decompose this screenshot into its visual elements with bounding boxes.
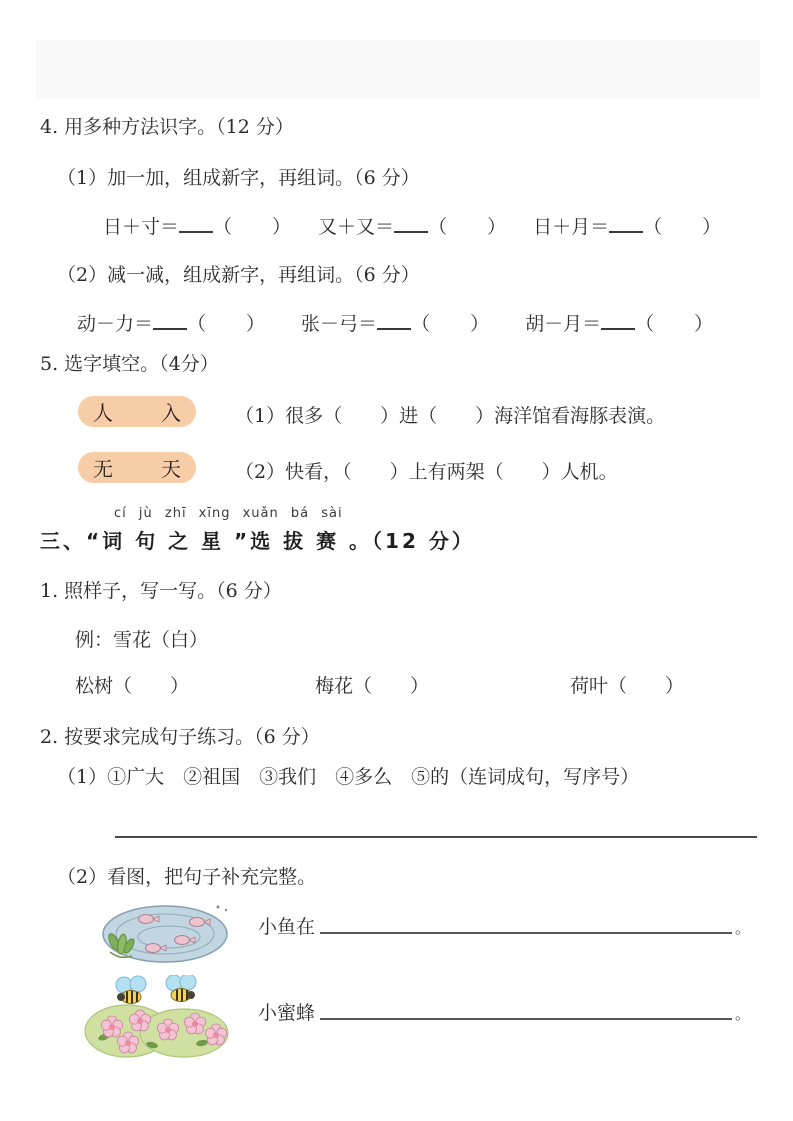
paren-open: （ (411, 312, 431, 335)
q4-part1-label: （1）加一加，组成新字，再组词。（6 分） (57, 167, 420, 189)
q2-part2-label: （2）看图，把句子补充完整。 (57, 866, 317, 888)
equation-expression: 张－弓＝ (301, 312, 378, 335)
fill-line (320, 1018, 732, 1020)
paren-open: （ (428, 215, 448, 238)
q4-part2-equation-row (77, 307, 713, 336)
equation-item (103, 210, 291, 239)
paren-open: （ (635, 312, 655, 335)
pond-fish-illustration (98, 900, 233, 966)
option-char: 天 (161, 457, 181, 481)
paren-close: ） (487, 215, 507, 238)
scan-artifact-band (36, 40, 760, 98)
question-1-title: 1. 照样子，写一写。（6 分） (40, 580, 282, 602)
equation-expression: 胡－月＝ (525, 312, 602, 335)
example-text: 例：雪花（白） (75, 629, 209, 651)
bees-flowers-illustration (82, 975, 232, 1060)
bee-icon (116, 976, 146, 1004)
question-4-title: 4. 用多种方法识字。（12 分） (40, 116, 294, 138)
paren-close: ） (694, 312, 714, 335)
fill-period: 。 (734, 919, 750, 937)
answer-blank (377, 307, 411, 330)
section-3-title: 三、“词 句 之 星 ”选 拔 赛 。（12 分） (40, 529, 475, 553)
fill-line (320, 932, 732, 934)
option-pill (78, 396, 196, 427)
fill-sentence-row (258, 998, 750, 1025)
equation-item (77, 307, 265, 336)
paren-open: （ (213, 215, 233, 238)
answer-blank (601, 307, 635, 330)
sentence-text: （2）快看，（ ）上有两架（ ）人机。 (235, 461, 618, 483)
equation-item (318, 210, 506, 239)
equation-item (525, 307, 713, 336)
q4-part2-label: （2）减一减，组成新字，再组词。（6 分） (57, 264, 420, 286)
q4-part1-equation-row (103, 210, 721, 239)
paren-open: （ (187, 312, 207, 335)
q2-part1-text: （1）①广大 ②祖国 ③我们 ④多么 ⑤的（连词成句，写序号） (57, 766, 640, 788)
equation-item (533, 210, 721, 239)
fill-period: 。 (734, 1005, 750, 1023)
sentence-text: （1）很多（ ）进（ ）海洋馆看海豚表演。 (235, 405, 666, 427)
equation-expression: 动－力＝ (77, 312, 154, 335)
option-char: 人 (93, 401, 113, 425)
answer-line (115, 836, 757, 838)
answer-blank (394, 210, 428, 233)
word-item: 松树（ ） (75, 675, 190, 697)
equation-expression: 又＋又＝ (318, 215, 395, 238)
fill-prefix: 小鱼在 (258, 916, 316, 938)
pinyin-text: cí jù zhī xīng xuǎn bá sài (114, 506, 343, 521)
fill-prefix: 小蜜蜂 (258, 1002, 316, 1024)
answer-blank (179, 210, 213, 233)
option-char: 入 (161, 401, 181, 425)
paren-close: ） (246, 312, 266, 335)
equation-expression: 日＋寸＝ (103, 215, 180, 238)
equation-expression: 日＋月＝ (533, 215, 610, 238)
question-2-title: 2. 按要求完成句子练习。（6 分） (40, 726, 320, 748)
option-pill (78, 452, 196, 483)
word-item: 梅花（ ） (315, 675, 430, 697)
paren-close: ） (470, 312, 490, 335)
word-item: 荷叶（ ） (570, 675, 685, 697)
answer-blank (153, 307, 187, 330)
equation-item (301, 307, 489, 336)
bee-icon (166, 975, 196, 1002)
paren-close: ） (272, 215, 292, 238)
paren-close: ） (702, 215, 722, 238)
fill-sentence-row (258, 912, 750, 939)
question-5-title: 5. 选字填空。（4分） (40, 353, 219, 375)
paren-open: （ (643, 215, 663, 238)
option-char: 无 (93, 457, 113, 481)
answer-blank (609, 210, 643, 233)
